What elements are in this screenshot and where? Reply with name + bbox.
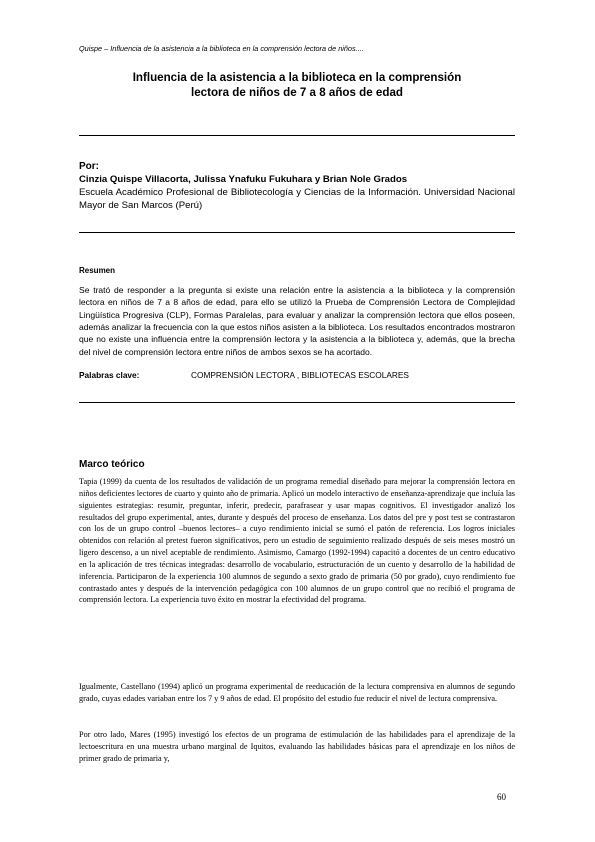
body-paragraph: Por otro lado, Mares (1995) investigó los efectos de un programa de estimulación de las habilidades para el aprendizaje de la lectoescritura en una muestra urbano marginal de Iquitos, evaluando las habilidades básicas para el aprendizaje en los niños de primer grado de primaria y, (79, 730, 515, 763)
running-head: Quispe – Influencia de la asistencia a la biblioteca en la comprensión lectora de niños.... (79, 44, 364, 53)
section-heading: Marco teórico (79, 459, 145, 470)
keywords-line (79, 370, 515, 380)
author-affiliation: Escuela Académico Profesional de Bibliotecología y Ciencias de la Información. Universidad Nacional Mayor de San Marcos (Perú) (79, 187, 515, 211)
por-label: Por: (79, 161, 99, 172)
title-line-2: lectora de niños de 7 a 8 años de edad (191, 86, 403, 99)
page-number: 60 (497, 792, 506, 802)
abstract-divider (79, 402, 515, 403)
authors-divider (79, 232, 515, 233)
body-paragraph: Tapia (1999) da cuenta de los resultados de validación de un programa remedial diseñado para mejorar la comprensión lectora en niños deficientes lectores de cuarto y quinto año de primaria. Aplicó un modelo interactivo de enseñanza-aprendizaje que incluía las siguientes estrategias: resumir, preguntar, inferir, predecir, parafrasear y usar mapas cognitivos. El investigador analizó los resultados del grupo experimental, antes, durante y después del proceso de enseñanza. Los datos del pre y post test se contrastaron con los de un grupo control –buenos lectores– a cuyo rendimiento inicial se sumó el patón de referencia. Los logros iniciales obtenidos con relación al pretest fueron significativos, pero un estudio de seguimiento realizado después de seis meses mostró un ligero descenso, a un nivel aceptable de rendimiento. Asimismo, Camargo (1992-1994) capacitó a docentes de un centro educativo en la aplicación de tres técnicas integradas: desarrollo de vocabulario, estructuración de un cuento y desarrollo de la habilidad de inferencia. Participaron de la experiencia 100 alumnos de segundo a sexto grado de primaria (50 por grado), cuyo rendimiento fue contrastado antes y después de la intervención pedagógica con 100 alumnos de un grupo control que no recibió el programa de comprensión lectora. La experiencia tuvo éxito en mostrar la efectividad del programa. (79, 477, 515, 605)
title-line-1: Influencia de la asistencia a la biblioteca en la comprensión (132, 71, 462, 84)
keywords-value: COMPRENSIÓN LECTORA , BIBLIOTECAS ESCOLARES (191, 370, 409, 380)
abstract-heading: Resumen (79, 266, 116, 275)
keywords-label: Palabras clave: (79, 370, 140, 380)
top-divider (79, 135, 515, 136)
authors-block (79, 160, 515, 212)
author-names: Cinzia Quispe Villacorta, Julissa Ynafuku Fukuhara y Brian Nole Grados (79, 174, 408, 185)
body-paragraph: Igualmente, Castellano (1994) aplicó un programa experimental de reeducación de la lectura comprensiva en alumnos de segundo grado, cuyas edades variaban entre los 7 y 9 años de edad. El propósito del estudio fue reducir el nivel de lectura comprensiva. (79, 682, 515, 703)
abstract-text: Se trató de responder a la pregunta si existe una relación entre la asistencia a la biblioteca y la comprensión lectora en niños de 7 a 8 años de edad, para ello se utilizó la Prueba de Comprensión Lectora de Complejidad Lingüística Progresiva (CLP), Formas Paralelas, para evaluar y analizar la comprensión lectora que ellos poseen, además analizar la frecuencia con la que estos niños asisten a la biblioteca. Los resultados encontrados mostraron que no existe una influencia entre la comprensión lectora y la asistencia a la biblioteca y, además, que la brecha del nivel de comprensión lectora entre niños de ambos sexos se ha acortado. (79, 285, 515, 357)
article-title (79, 70, 515, 100)
